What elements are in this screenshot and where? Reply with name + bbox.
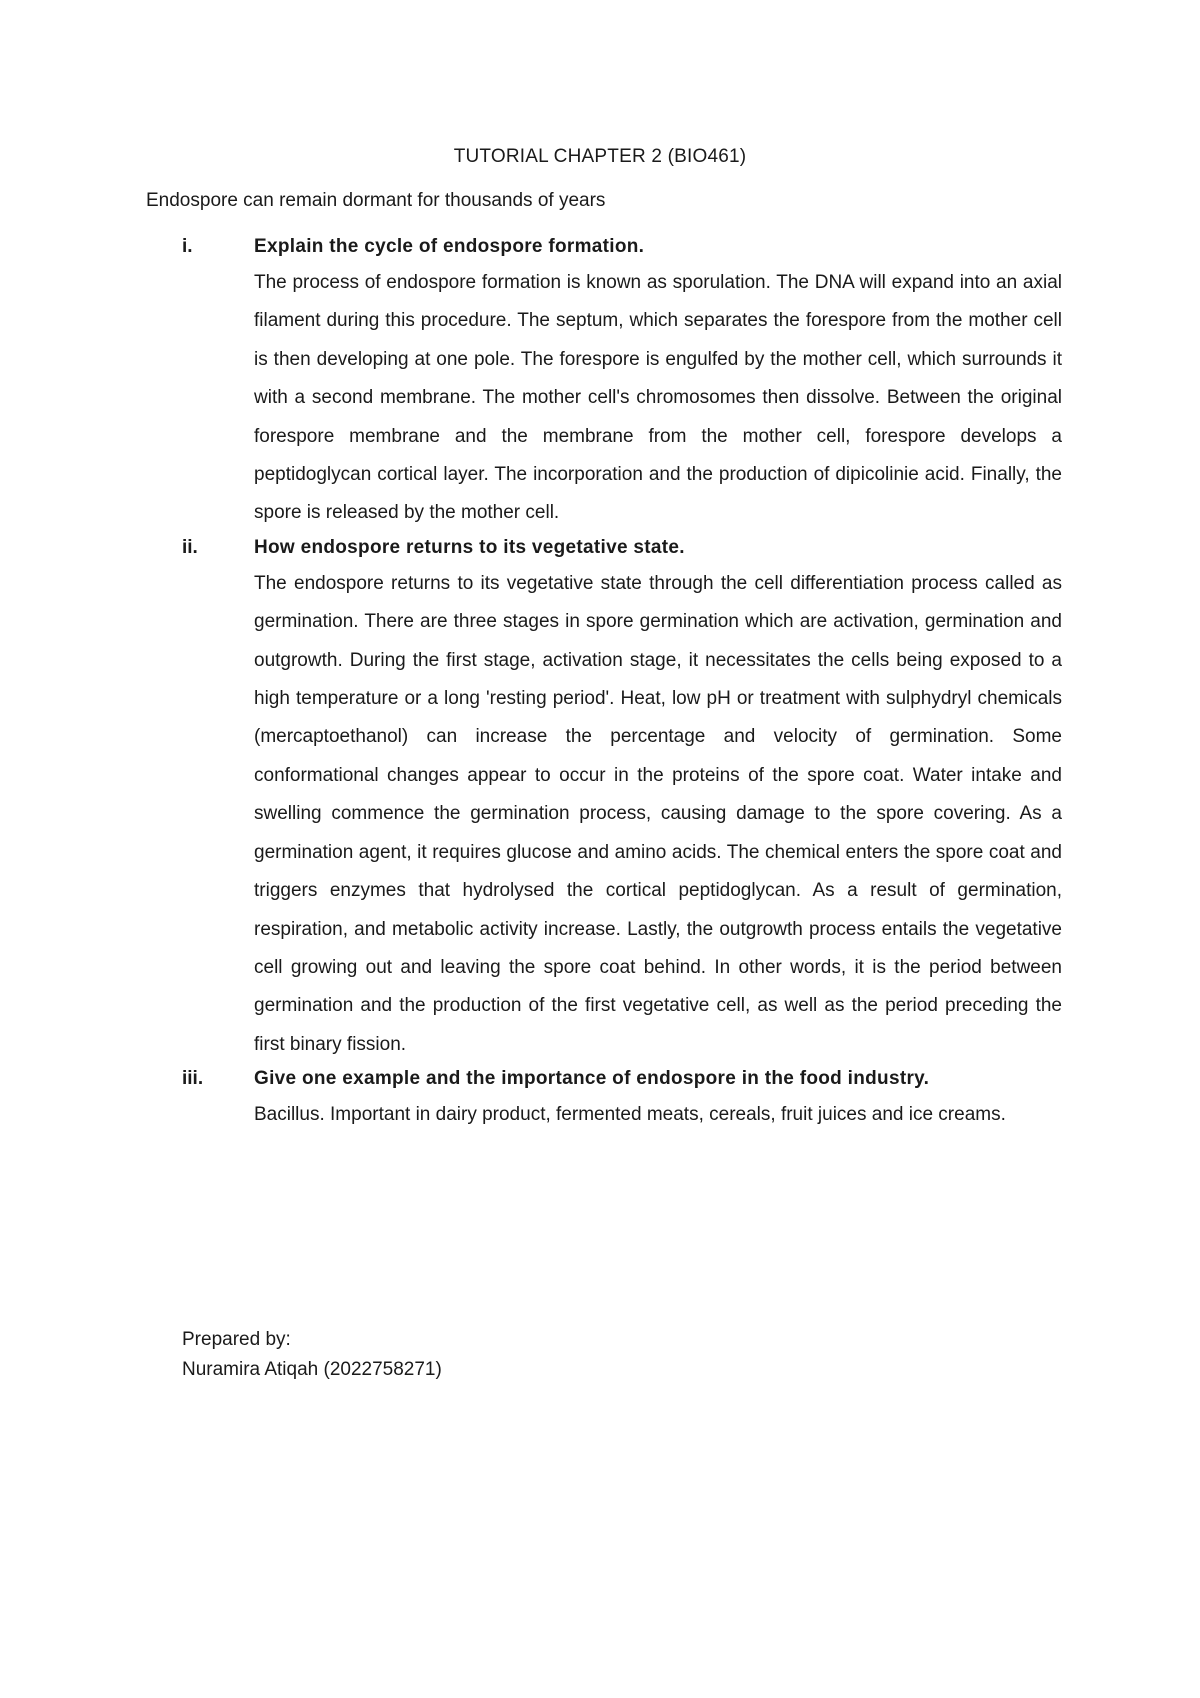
question-item (182, 533, 1062, 1064)
question-number: i. (182, 236, 193, 257)
question-heading: Explain the cycle of endospore formation. (254, 236, 645, 257)
question-answer: The endospore returns to its vegetative state through the cell differentiation process called as germination. There are three stages in spore germination which are activation, germination and outgrowth. During the first stage, activation stage, it necessitates the cells being exposed to a high temperature or a long 'resting period'. Heat, low pH or treatment with sulphydryl chemicals (mercaptoethanol) can increase the percentage and velocity of germination. Some conformational changes appear to occur in the proteins of the spore coat. Water intake and swelling commence the germination process, causing damage to the spore covering. As a germination agent, it requires glucose and amino acids. The chemical enters the spore coat and triggers enzymes that hydrolysed the cortical peptidoglycan. As a result of germination, respiration, and metabolic activity increase. Lastly, the outgrowth process entails the vegetative cell growing out and leaving the spore coat behind. In other words, it is the period between germination and the production of the first vegetative cell, as well as the period preceding the first binary fission. (254, 572, 1062, 1055)
question-body (254, 1064, 1062, 1134)
question-heading: Give one example and the importance of endospore in the food industry. (254, 1068, 930, 1090)
intro-text: Endospore can remain dormant for thousands of years (146, 190, 606, 211)
question-number: iii. (182, 1068, 204, 1090)
page-title: TUTORIAL CHAPTER 2 (BIO461) (453, 146, 747, 167)
prepared-by-block (182, 1325, 442, 1385)
question-body (254, 232, 1062, 533)
question-item (182, 232, 1062, 533)
prepared-by-name: Nuramira Atiqah (2022758271) (182, 1359, 442, 1380)
prepared-by-label: Prepared by: (182, 1329, 291, 1350)
question-answer: Bacillus. Important in dairy product, fermented meats, cereals, fruit juices and ice creams. (254, 1104, 1006, 1126)
question-body (254, 533, 1062, 1064)
question-number: ii. (182, 536, 198, 558)
question-list (182, 232, 1062, 1135)
question-heading: How endospore returns to its vegetative state. (254, 536, 685, 558)
question-answer: The process of endospore formation is known as sporulation. The DNA will expand into an axial filament during this procedure. The septum, which separates the forespore from the mother cell is then developing at one pole. The forespore is engulfed by the mother cell, which surrounds it with a second membrane. The mother cell's chromosomes then dissolve. Between the original forespore membrane and the membrane from the mother cell, forespore develops a peptidoglycan cortical layer. The incorporation and the production of dipicolinie acid. Finally, the spore is released by the mother cell. (254, 272, 1062, 524)
question-item (182, 1064, 1062, 1134)
